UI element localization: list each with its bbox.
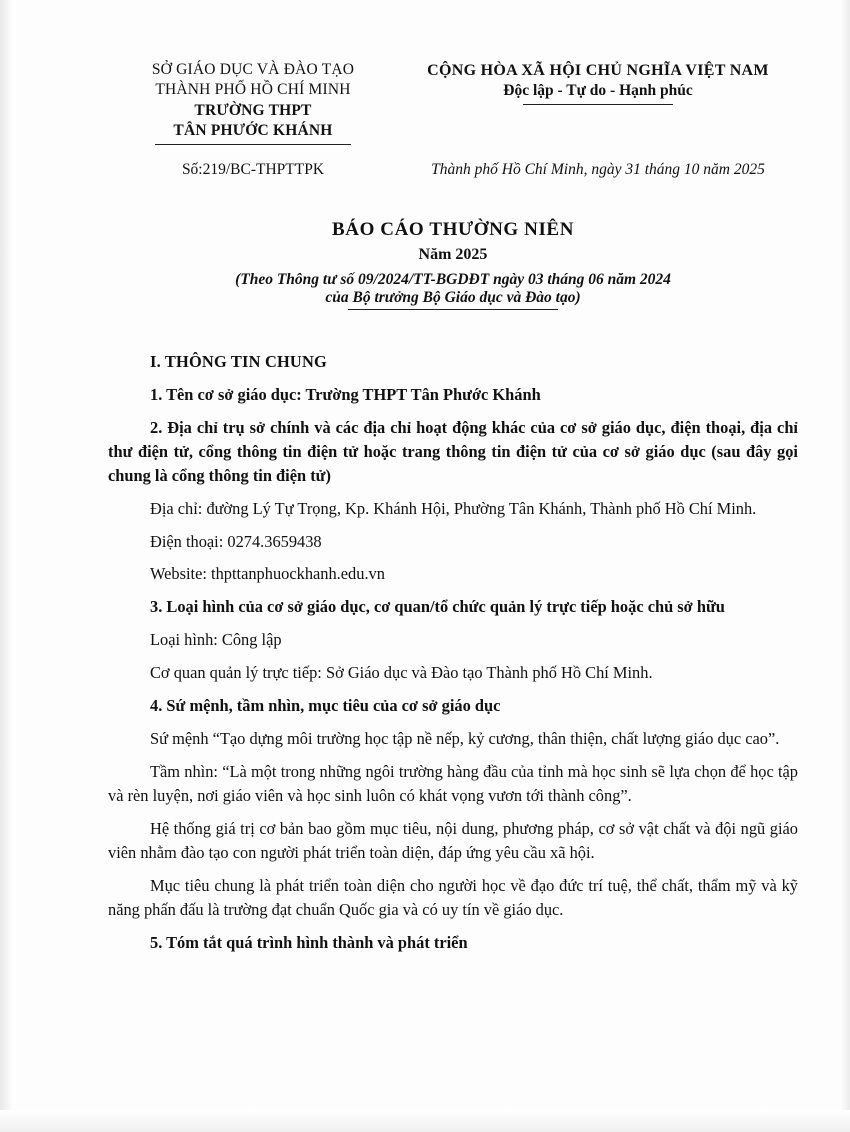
school-line-1: TRƯỜNG THPT [194,101,312,119]
place-and-date: Thành phố Hồ Chí Minh, ngày 31 tháng 10 năm 2025 [431,160,765,178]
vision-text: Tầm nhìn: “Là một trong những ngôi trường hàng đầu của tỉnh mà học sinh sẽ lựa chọn để học tập và rèn luyện, nơi giáo viên và học sinh luôn có khát vọng vươn tới thành công”. [108,762,798,806]
core-values-text: Hệ thống giá trị cơ bản bao gồm mục tiêu, nội dung, phương pháp, cơ sở vật chất và đội ngũ giáo viên nhằm đào tạo con người phát triển toàn diện, đáp ứng yêu cầu xã hội. [108,819,798,863]
address-text: Địa chỉ: đường Lý Tự Trọng, Kp. Khánh Hội, Phường Tân Khánh, Thành phố Hồ Chí Minh. [150,498,757,518]
phone-text: Điện thoại: 0274.3659438 [150,531,322,551]
item-3-type-heading: 3. Loại hình của cơ sở giáo dục, cơ quan/tổ chức quản lý trực tiếp hoặc chủ sở hữu [150,597,725,617]
legal-basis-line-1: (Theo Thông tư số 09/2024/TT-BGDĐT ngày 03 tháng 06 năm 2024 [235,270,671,288]
document-content [108,60,798,964]
national-title: CỘNG HÒA XÃ HỘI CHỦ NGHĨA VIỆT NAM [427,62,769,79]
document-number: Số:219/BC-THPTTPK [181,160,325,178]
page-left-shadow [0,0,14,1132]
general-goal-text: Mục tiêu chung là phát triển toàn diện cho người học về đạo đức trí tuệ, thể chất, thẩm mỹ và kỹ năng phấn đấu là trường đạt chuẩn Quốc gia và có uy tín về giáo dục. [108,876,798,919]
motto-wrap [398,81,798,105]
item-1-school-name: 1. Tên cơ sở giáo dục: Trường THPT Tân Phước Khánh [150,384,541,404]
document-header [108,60,798,145]
department-line-2: THÀNH PHỐ HỒ CHÍ MINH [155,81,351,99]
national-motto: Độc lập - Tự do - Hạnh phúc [503,82,693,100]
document-title-block [108,219,798,310]
school-type-text: Loại hình: Công lập [150,630,282,650]
section-heading-general-info: I. THÔNG TIN CHUNG [150,351,327,371]
item-2-address-heading: 2. Địa chỉ trụ sở chính và các địa chỉ hoạt động khác của cơ sở giáo dục, điện thoại, địa chỉ thư điện tử, cổng thông tin điện tử hoặc trang thông tin điện tử của cơ sở giáo dục (sau đây gọi chung là cổng thông tin điện tử) [108,417,798,485]
legal-basis-line-2: của Bộ trưởng Bộ Giáo dục và Đào tạo) [325,288,581,306]
legal-basis-line-2-wrap [108,289,798,310]
department-line-1: SỞ GIÁO DỤC VÀ ĐÀO TẠO [151,61,355,78]
school-underline [155,144,351,145]
item-4-mission-heading: 4. Sứ mệnh, tầm nhìn, mục tiêu của cơ sở giáo dục [150,696,501,716]
page-right-shadow [840,0,850,1132]
issuing-authority-block [108,60,398,145]
website-text: Website: thpttanphuockhanh.edu.vn [150,564,385,584]
school-line-2: TÂN PHƯỚC KHÁNH [173,122,333,140]
document-meta-row [108,161,798,179]
national-heading-block [398,60,798,105]
report-year: Năm 2025 [418,245,488,263]
page-bottom-shadow [0,1110,850,1132]
motto-underline [523,104,673,105]
mission-text: Sứ mệnh “Tạo dựng môi trường học tập nề nếp, kỷ cương, thân thiện, chất lượng giáo dục cao”. [150,729,780,749]
document-body [108,350,798,955]
school-line-2-wrap [108,121,398,144]
item-5-history-heading: 5. Tóm tắt quá trình hình thành và phát triển [150,932,468,952]
managing-agency-text: Cơ quan quản lý trực tiếp: Sở Giáo dục và Đào tạo Thành phố Hồ Chí Minh. [150,663,653,683]
legal-basis-underline [348,309,558,310]
page-title: BÁO CÁO THƯỜNG NIÊN [331,218,575,240]
